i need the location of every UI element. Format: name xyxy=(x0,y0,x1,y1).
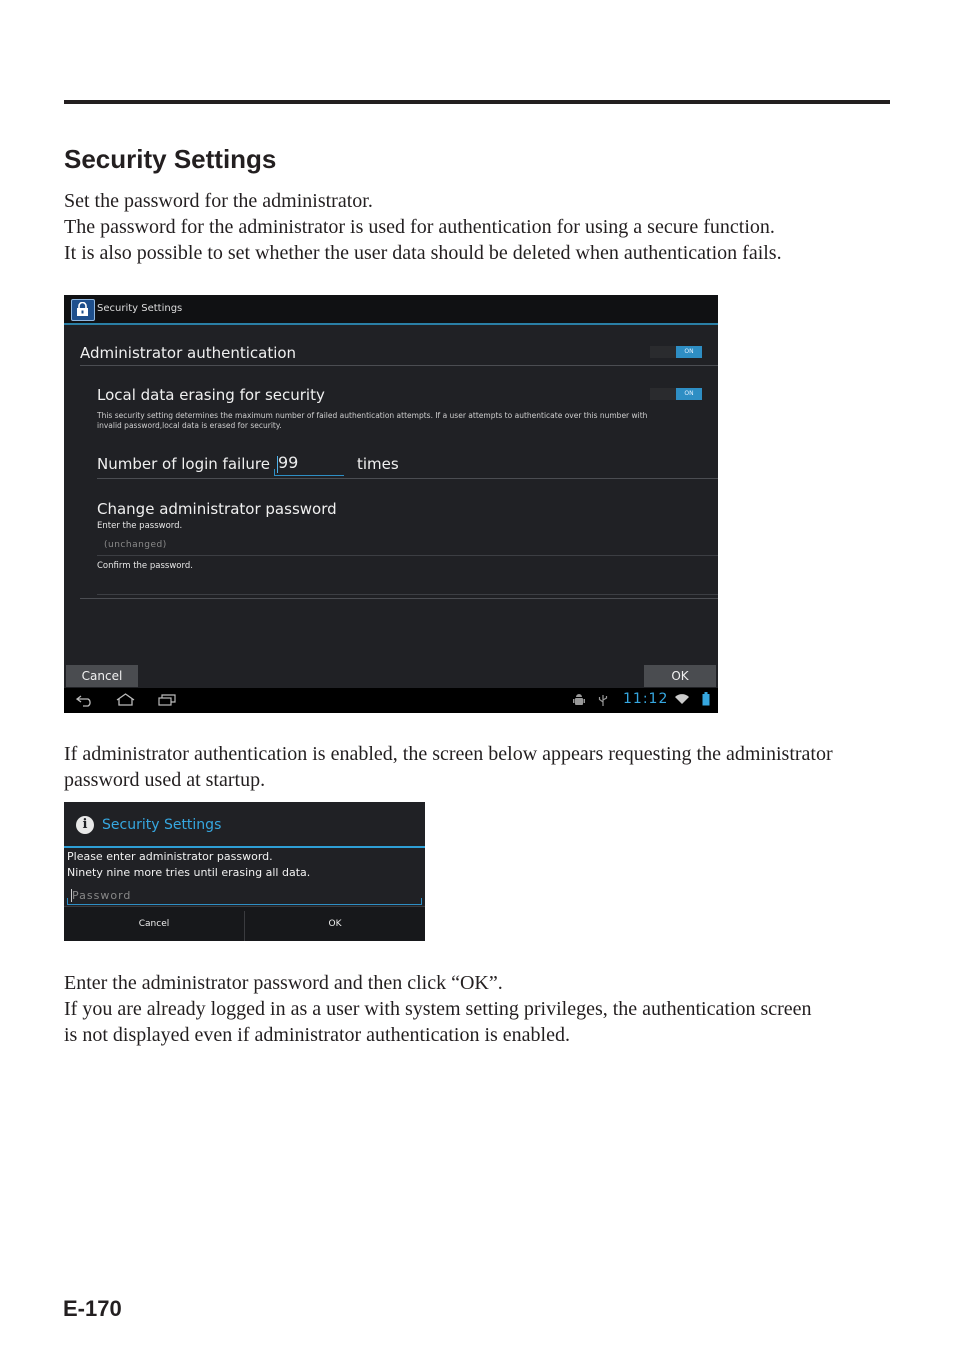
dialog-message-2: Ninety nine more tries until erasing all data. xyxy=(67,866,311,879)
system-nav-bar xyxy=(64,688,718,713)
dialog-message-1: Please enter administrator password. xyxy=(67,850,273,863)
enter-password-label: Enter the password. xyxy=(97,521,183,531)
middle-line-1: If administrator authentication is enabled, the screen below appears requesting the administrator xyxy=(64,743,833,765)
enter-password-field[interactable]: (unchanged) xyxy=(104,540,167,550)
status-clock: 11:12 xyxy=(623,691,669,707)
cancel-button[interactable]: Cancel xyxy=(66,665,138,687)
wifi-icon xyxy=(675,694,689,705)
intro-line-2: The password for the administrator is used for authentication for using a secure function. xyxy=(64,216,775,238)
password-field-underline xyxy=(97,555,718,556)
middle-paragraph xyxy=(64,741,894,793)
local-erase-description: This security setting determines the maximum number of failed authentication attempts. If a user attempts to authenticate over this number with invalid password,local data is erased for security. xyxy=(97,411,648,430)
android-debug-icon xyxy=(573,694,585,707)
lock-icon xyxy=(71,299,95,321)
top-rule xyxy=(64,100,890,104)
local-erase-label: Local data erasing for security xyxy=(97,386,325,404)
login-failure-label: Number of login failure xyxy=(97,455,270,473)
password-input[interactable] xyxy=(67,886,422,905)
closing-line-3: is not displayed even if administrator authentication is enabled. xyxy=(64,1024,570,1046)
button-bar xyxy=(64,663,718,688)
confirm-password-label: Confirm the password. xyxy=(97,561,193,571)
local-erase-toggle[interactable] xyxy=(650,388,702,400)
password-placeholder: Password xyxy=(72,889,132,902)
home-icon[interactable] xyxy=(116,693,135,706)
battery-icon xyxy=(702,692,710,706)
login-failure-value: 99 xyxy=(278,453,299,472)
usb-icon xyxy=(598,694,608,707)
divider xyxy=(80,598,718,599)
dialog-title: Security Settings xyxy=(102,817,222,833)
intro-paragraph xyxy=(64,188,894,266)
back-icon[interactable] xyxy=(76,694,94,707)
admin-auth-label: Administrator authentication xyxy=(80,344,297,362)
closing-line-2: If you are already logged in as a user with system setting privileges, the authentication screen xyxy=(64,998,812,1020)
security-settings-screenshot xyxy=(64,295,718,713)
page-number: E-170 xyxy=(63,1296,122,1321)
closing-line-1: Enter the administrator password and then click “OK”. xyxy=(64,972,503,994)
local-erase-toggle-on: ON xyxy=(676,388,702,400)
info-icon: i xyxy=(76,816,94,834)
admin-auth-toggle-on: ON xyxy=(676,346,702,358)
closing-paragraph xyxy=(64,970,894,1048)
login-failure-input[interactable] xyxy=(274,453,344,476)
password-dialog-screenshot xyxy=(64,802,425,941)
intro-line-3: It is also possible to set whether the user data should be deleted when authentication fails. xyxy=(64,242,782,264)
page-heading: Security Settings xyxy=(64,144,277,174)
title-bar xyxy=(64,295,718,325)
divider xyxy=(80,365,718,366)
login-failure-unit: times xyxy=(357,455,399,473)
screen-title: Security Settings xyxy=(97,303,183,314)
dialog-cancel-button[interactable]: Cancel xyxy=(138,919,170,929)
confirm-field-underline[interactable] xyxy=(97,594,718,595)
dialog-button-bar xyxy=(64,906,425,941)
intro-line-1: Set the password for the administrator. xyxy=(64,190,373,212)
middle-line-2: password used at startup. xyxy=(64,769,266,791)
recent-apps-icon[interactable] xyxy=(158,694,176,706)
change-password-label: Change administrator password xyxy=(97,500,337,518)
dialog-ok-button[interactable]: OK xyxy=(328,919,342,929)
ok-button[interactable]: OK xyxy=(644,665,716,687)
dialog-header xyxy=(64,802,425,848)
admin-auth-toggle[interactable] xyxy=(650,346,702,358)
divider xyxy=(97,478,718,479)
